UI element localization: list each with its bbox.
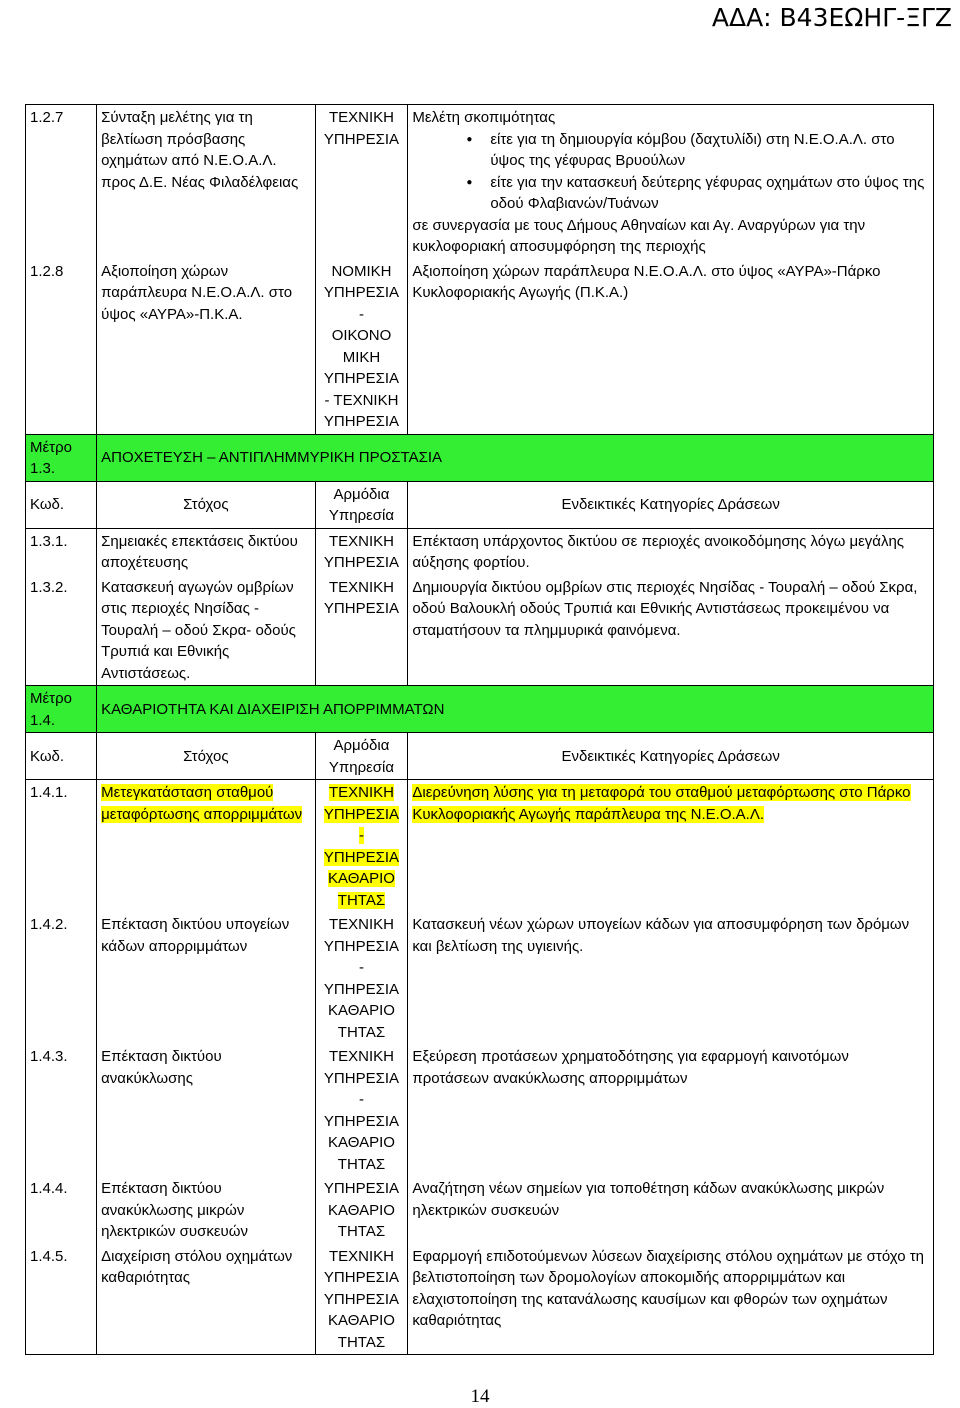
service-line: - ΤΕΧΝΙΚΗ xyxy=(324,391,399,409)
action-description: Αξιοποίηση χώρων παράπλευρα Ν.Ε.Ο.Α.Λ. στο ύψος «ΑΥΡΑ»-Πάρκο Κυκλοφοριακής Αγωγής (Π.Κ.Α.) xyxy=(408,259,934,435)
measure-label-line: 1.3. xyxy=(30,460,56,477)
column-header-goal: Στόχος xyxy=(97,733,315,780)
measure-header-row xyxy=(26,434,934,481)
action-goal: Σύνταξη μελέτης για τη βελτίωση πρόσβασης οχημάτων από Ν.Ε.Ο.Α.Λ. προς Δ.Ε. Νέας Φιλαδέλφειας xyxy=(97,105,315,259)
measure-title: ΑΠΟΧΕΤΕΥΣΗ – ΑΝΤΙΠΛΗΜΜΥΡΙΚΗ ΠΡΟΣΤΑΣΙΑ xyxy=(97,434,934,481)
measure-label-line: Μέτρο xyxy=(30,690,72,707)
action-description: Δημιουργία δικτύου ομβρίων στις περιοχές Νησίδας - Τουραλή – οδού Σκρα, οδού Βαλουκλή οδούς Τρυπιά και Εθνικής Αντιστάσεως προκειμένου να σταματήσουν τα πλημμυρικά φαινόμενα. xyxy=(408,575,934,686)
service-line: ΥΠΗΡΕΣΙΑ xyxy=(323,370,400,387)
measure-label xyxy=(26,686,97,733)
action-service xyxy=(315,1176,408,1244)
measure-title: ΚΑΘΑΡΙΟΤΗΤΑ ΚΑΙ ΔΙΑΧΕΙΡΙΣΗ ΑΠΟΡΡΙΜΜΑΤΩΝ xyxy=(97,686,934,733)
column-header-service-line: Υπηρεσία xyxy=(328,758,395,776)
service-line xyxy=(320,782,404,804)
highlighted-text: ΤΗΤΑΣ xyxy=(337,891,386,909)
action-goal: Διαχείριση στόλου οχημάτων καθαριότητας xyxy=(97,1244,315,1355)
action-goal: Κατασκευή αγωγών ομβρίων στις περιοχές Νησίδας - Τουραλή – οδού Σκρα- οδούς Τρυπιά και Εθνικής Αντιστάσεως. xyxy=(97,575,315,686)
action-code: 1.4.1. xyxy=(26,780,97,913)
table-row xyxy=(26,259,934,435)
column-header-description: Ενδεικτικές Κατηγορίες Δράσεων xyxy=(408,733,934,780)
action-description: Κατασκευή νέων χώρων υπογείων κάδων για αποσυμφόρηση των δρόμων και βελτίωση της υγιεινής. xyxy=(408,912,934,1044)
table-row xyxy=(26,1044,934,1176)
action-description: Αναζήτηση νέων σημείων για τοποθέτηση κάδων ανακύκλωσης μικρών ηλεκτρικών συσκευών xyxy=(408,1176,934,1244)
description-intro: Μελέτη σκοπιμότητας xyxy=(412,109,556,126)
column-header-code: Κωδ. xyxy=(26,733,97,780)
action-service xyxy=(315,780,408,913)
service-line: ΥΠΗΡΕΣΙΑ xyxy=(323,1112,400,1130)
highlighted-text: - xyxy=(358,827,364,844)
column-header-goal: Στόχος xyxy=(97,481,315,528)
service-line: ΤΗΤΑΣ xyxy=(337,1155,386,1173)
action-description xyxy=(408,780,934,913)
service-line: ΥΠΗΡΕΣΙΑ xyxy=(323,1290,400,1308)
column-header-description: Ενδεικτικές Κατηγορίες Δράσεων xyxy=(408,481,934,528)
column-header-service-line: Υπηρεσία xyxy=(328,507,395,524)
description-bullets xyxy=(412,129,929,215)
action-code: 1.4.2. xyxy=(26,912,97,1044)
action-service: ΤΕΧΝΙΚΗ ΥΠΗΡΕΣΙΑ xyxy=(315,105,408,259)
service-line xyxy=(320,868,404,890)
ada-code: ΑΔΑ: Β43ΕΩΗΓ-ΞΓΖ xyxy=(711,3,952,32)
service-line: - xyxy=(358,1091,364,1108)
service-line: ΥΠΗΡΕΣΙΑ xyxy=(323,937,400,955)
action-plan-table xyxy=(25,104,934,1355)
action-code: 1.4.3. xyxy=(26,1044,97,1176)
action-service xyxy=(315,259,408,435)
table-row xyxy=(26,1244,934,1355)
measure-label-line: 1.4. xyxy=(30,711,56,729)
service-line: ΝΟΜΙΚΗ xyxy=(331,262,392,280)
service-line: ΜΙΚΗ xyxy=(342,348,381,366)
action-goal: Επέκταση δικτύου υπογείων κάδων απορριμμάτων xyxy=(97,912,315,1044)
table-row xyxy=(26,528,934,575)
action-goal: Επέκταση δικτύου ανακύκλωσης μικρών ηλεκτρικών συσκευών xyxy=(97,1176,315,1244)
measure-label xyxy=(26,434,97,481)
action-code: 1.2.8 xyxy=(26,259,97,435)
action-service: ΤΕΧΝΙΚΗ ΥΠΗΡΕΣΙΑ xyxy=(315,575,408,686)
action-service: ΤΕΧΝΙΚΗ ΥΠΗΡΕΣΙΑ xyxy=(315,528,408,575)
column-header-service-line: Αρμόδια xyxy=(333,485,390,503)
table-row xyxy=(26,1176,934,1244)
service-line: ΤΕΧΝΙΚΗ xyxy=(328,1048,394,1065)
service-line: ΚΑΘΑΡΙΟ xyxy=(328,1201,395,1219)
service-line: ΚΑΘΑΡΙΟ xyxy=(328,1134,395,1151)
column-header-row xyxy=(26,481,934,528)
service-line: ΥΠΗΡΕΣΙΑ xyxy=(323,1069,400,1087)
measure-header-row xyxy=(26,686,934,733)
service-line: ΥΠΗΡΕΣΙΑ xyxy=(323,284,400,301)
service-line: ΥΠΗΡΕΣΙΑ xyxy=(323,980,400,998)
column-header-row xyxy=(26,733,934,780)
action-description: Εξεύρεση προτάσεων χρηματοδότησης για εφαρμογή καινοτόμων προτάσεων ανακύκλωσης απορριμμάτων xyxy=(408,1044,934,1176)
service-line: ΥΠΗΡΕΣΙΑ xyxy=(323,1180,400,1197)
action-code: 1.4.4. xyxy=(26,1176,97,1244)
action-goal xyxy=(97,780,315,913)
service-line: - xyxy=(358,305,364,323)
highlighted-text: ΚΑΘΑΡΙΟ xyxy=(328,870,395,887)
action-service xyxy=(315,1044,408,1176)
service-line: ΤΗΤΑΣ xyxy=(337,1333,386,1351)
service-line: ΥΠΗΡΕΣΙΑ xyxy=(323,1269,400,1286)
measure-label-line: Μέτρο xyxy=(30,438,72,456)
action-service xyxy=(315,1244,408,1355)
service-line: ΤΕΧΝΙΚΗ xyxy=(328,1247,394,1265)
column-header-service-line: Αρμόδια xyxy=(333,737,390,754)
action-description: Επέκταση υπάρχοντος δικτύου σε περιοχές ανοικοδόμησης λόγω μεγάλης αύξησης φορτίου. xyxy=(408,528,934,575)
action-code: 1.2.7 xyxy=(26,105,97,259)
table-row xyxy=(26,575,934,686)
service-line xyxy=(320,890,404,912)
bullet-item: ● είτε για τη δημιουργία κόμβου (δαχτυλίδι) στη Ν.Ε.Ο.Α.Λ. στο ύψος της γέφυρας Βρυούλων xyxy=(490,129,929,172)
highlighted-text: ΥΠΗΡΕΣΙΑ xyxy=(323,848,400,866)
service-line: - xyxy=(358,959,364,976)
action-goal: Αξιοποίηση χώρων παράπλευρα Ν.Ε.Ο.Α.Λ. στο ύψος «ΑΥΡΑ»-Π.Κ.Α. xyxy=(97,259,315,435)
action-description xyxy=(408,105,934,259)
column-header-service xyxy=(315,481,408,528)
service-line: ΚΑΘΑΡΙΟ xyxy=(328,1002,395,1019)
table-row xyxy=(26,912,934,1044)
action-description: Εφαρμογή επιδοτούμενων λύσεων διαχείρισης στόλου οχημάτων με στόχο τη βελτιστοποίηση των δρομολογίων αποκομιδής απορριμμάτων και ελαχιστοποίηση της κατανάλωσης καυσίμων και φθορών των οχημάτων καθαριότητας xyxy=(408,1244,934,1355)
service-line: ΥΠΗΡΕΣΙΑ xyxy=(323,413,400,430)
highlighted-text: Μετεγκατάσταση σταθμού μεταφόρτωσης απορριμμάτων xyxy=(101,784,303,823)
action-code: 1.3.1. xyxy=(26,528,97,575)
highlighted-text: ΥΠΗΡΕΣΙΑ xyxy=(323,805,400,823)
service-line: ΤΗΤΑΣ xyxy=(337,1023,386,1041)
service-line: ΚΑΘΑΡΙΟ xyxy=(328,1312,395,1329)
service-line: ΤΕΧΝΙΚΗ xyxy=(328,916,394,933)
page-number: 14 xyxy=(470,1386,490,1407)
table-row xyxy=(26,780,934,913)
service-line: ΟΙΚΟΝΟ xyxy=(331,327,392,344)
action-goal: Επέκταση δικτύου ανακύκλωσης xyxy=(97,1044,315,1176)
description-outro: σε συνεργασία με τους Δήμους Αθηναίων και Αγ. Αναργύρων για την κυκλοφοριακή αποσυμφόρηση της περιοχής xyxy=(412,216,866,255)
service-line xyxy=(320,825,404,847)
column-header-service xyxy=(315,733,408,780)
service-line xyxy=(320,847,404,869)
service-line: ΤΗΤΑΣ xyxy=(337,1223,386,1240)
column-header-code: Κωδ. xyxy=(26,481,97,528)
action-code: 1.4.5. xyxy=(26,1244,97,1355)
highlighted-text: ΤΕΧΝΙΚΗ xyxy=(328,784,394,801)
action-service xyxy=(315,912,408,1044)
bullet-item: ● είτε για την κατασκευή δεύτερης γέφυρας οχημάτων στο ύψος της οδού Φλαβιανών/Τυάνων xyxy=(490,172,929,215)
table-row xyxy=(26,105,934,259)
action-code: 1.3.2. xyxy=(26,575,97,686)
service-line xyxy=(320,804,404,826)
highlighted-text: Διερεύνηση λύσης για τη μεταφορά του σταθμού μεταφόρτωσης στο Πάρκο Κυκλοφοριακής Αγωγής παράπλευρα της Ν.Ε.Ο.Α.Λ. xyxy=(412,784,911,823)
action-goal: Σημειακές επεκτάσεις δικτύου αποχέτευσης xyxy=(97,528,315,575)
